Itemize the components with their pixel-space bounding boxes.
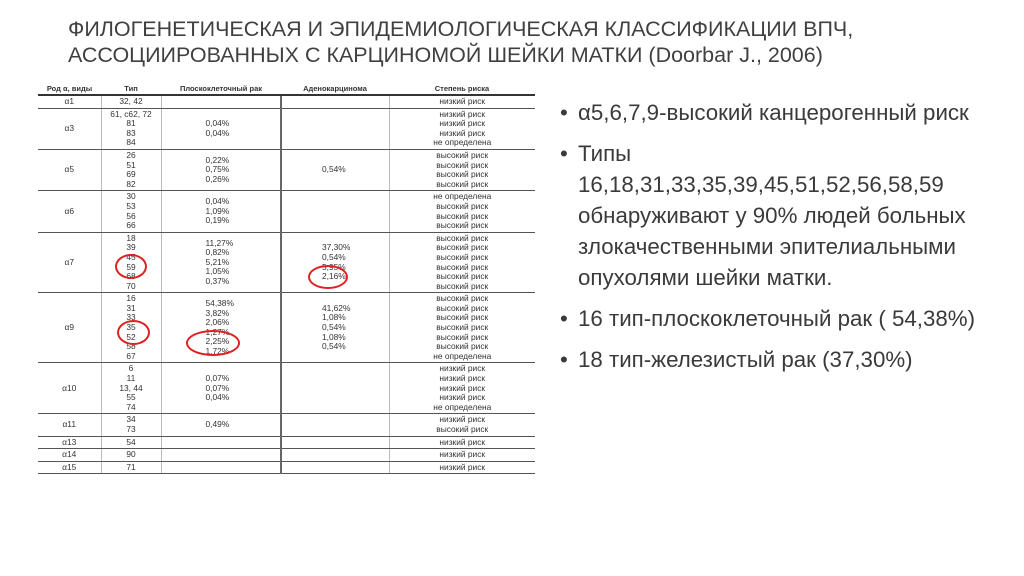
cell-value: высокий риск <box>436 341 489 352</box>
cell-value: 34 <box>126 414 136 425</box>
cell-value: 32, 42 <box>119 96 143 106</box>
cell-value: 45 <box>126 251 136 262</box>
table-row <box>38 414 535 436</box>
cell-value: 5,21% <box>205 256 230 267</box>
cell-adeno <box>281 108 389 149</box>
cell-value: не определена <box>433 350 492 361</box>
cell-risk <box>389 449 535 462</box>
cell-genus: α14 <box>38 449 101 462</box>
cell-value: 0,19% <box>205 215 230 226</box>
cell-value: 90 <box>126 449 136 460</box>
cell-value: 0,26% <box>205 173 230 184</box>
cell-genus: α13 <box>38 436 101 449</box>
cell-squamous <box>161 461 281 474</box>
cell-value: высокий риск <box>436 169 489 180</box>
cell-value: высокий риск <box>436 220 489 231</box>
cell-genus: α9 <box>38 293 101 363</box>
cell-value: 83 <box>126 127 136 138</box>
bullet-dot-icon: • <box>560 141 568 166</box>
cell-value: 54,38% <box>205 298 234 309</box>
cell-value: низкий риск <box>439 449 486 460</box>
cell-adeno <box>281 191 389 232</box>
cell-risk <box>389 191 535 232</box>
cell-genus: α5 <box>38 149 101 190</box>
cell-adeno <box>281 449 389 462</box>
highlight-circle-type-18 <box>115 254 147 279</box>
cell-types <box>101 461 161 474</box>
cell-value: 5,95% <box>322 261 346 272</box>
cell-value: 2,06% <box>205 317 230 328</box>
highlight-circle-adeno-37 <box>308 265 348 289</box>
cell-value: 74 <box>126 401 136 412</box>
cell-risk <box>389 293 535 363</box>
cell-types <box>101 436 161 449</box>
cell-value: 0,54% <box>322 164 346 175</box>
cell-genus: α10 <box>38 363 101 414</box>
cell-risk <box>389 461 535 474</box>
bullet-item <box>560 97 990 128</box>
cell-adeno <box>281 461 389 474</box>
bullet-item <box>560 303 990 334</box>
cell-value: высокий риск <box>436 322 489 333</box>
bullet-text: α5,6,7,9-высокий канцерогенный риск <box>578 100 969 125</box>
cell-value: высокий риск <box>436 331 489 342</box>
cell-value: 61, c62, 72 <box>110 108 152 119</box>
cell-value: 0,07% <box>205 382 230 393</box>
cell-value: низкий риск <box>439 127 486 138</box>
cell-value: 0,04% <box>205 392 230 403</box>
table-row <box>38 436 535 449</box>
cell-value: низкий риск <box>439 363 486 374</box>
table-row <box>38 449 535 462</box>
cell-value: 0,37% <box>205 275 230 286</box>
cell-value: 3,82% <box>205 307 230 318</box>
bullet-dot-icon: • <box>560 100 568 125</box>
cell-risk <box>389 363 535 414</box>
bullet-text: 18 тип-железистый рак (37,30%) <box>578 347 913 372</box>
table-row <box>38 95 535 108</box>
cell-value: не определена <box>433 401 492 412</box>
cell-value: 67 <box>126 350 136 361</box>
cell-value: высокий риск <box>436 271 489 282</box>
cell-adeno <box>281 149 389 190</box>
cell-adeno <box>281 436 389 449</box>
cell-value: 11,27% <box>205 237 234 248</box>
cell-value: высокий риск <box>436 251 489 262</box>
cell-value: низкий риск <box>439 436 486 447</box>
summary-bullets <box>560 97 990 385</box>
cell-value: высокий риск <box>436 424 489 434</box>
cell-value: 2,25% <box>205 336 230 347</box>
table-row <box>38 149 535 190</box>
cell-squamous <box>161 414 281 436</box>
cell-value: высокий риск <box>436 242 489 253</box>
cell-squamous <box>161 436 281 449</box>
cell-value: высокий риск <box>436 210 489 221</box>
cell-value: высокий риск <box>436 261 489 272</box>
cell-risk <box>389 436 535 449</box>
bullet-item <box>560 344 990 375</box>
cell-value: 81 <box>126 118 136 129</box>
table-row <box>38 108 535 149</box>
cell-risk <box>389 108 535 149</box>
highlight-circle-type-16 <box>117 320 150 345</box>
cell-value: 73 <box>126 424 136 434</box>
cell-value: высокий риск <box>436 159 489 170</box>
cell-types <box>101 414 161 436</box>
cell-value: 1,08% <box>322 331 346 342</box>
header-type: Тип <box>101 82 161 95</box>
cell-value: 55 <box>126 392 136 403</box>
cell-value: 66 <box>126 220 136 231</box>
cell-genus: α1 <box>38 95 101 108</box>
cell-value: высокий риск <box>436 293 489 304</box>
cell-value: 0,07% <box>205 373 230 384</box>
cell-genus: α7 <box>38 232 101 293</box>
cell-squamous <box>161 108 281 149</box>
header-squamous: Плоскоклеточный рак <box>161 82 281 95</box>
cell-value: низкий риск <box>439 108 486 119</box>
cell-value: высокий риск <box>436 200 489 211</box>
cell-genus: α6 <box>38 191 101 232</box>
cell-value: низкий риск <box>439 414 486 425</box>
table-row <box>38 363 535 414</box>
cell-value: высокий риск <box>436 280 489 291</box>
cell-value: 11 <box>126 373 136 384</box>
cell-value: высокий риск <box>436 232 489 243</box>
cell-value: низкий риск <box>439 96 486 106</box>
cell-value: 26 <box>126 149 136 160</box>
cell-value: 41,62% <box>322 302 351 313</box>
cell-value: не определена <box>433 191 492 202</box>
cell-value: 51 <box>126 159 136 170</box>
cell-value: 71 <box>126 461 136 472</box>
cell-value: 1,72% <box>205 346 230 357</box>
table-row <box>38 191 535 232</box>
cell-value: 0,04% <box>205 127 230 138</box>
cell-value: 1,05% <box>205 266 230 277</box>
cell-genus: α15 <box>38 461 101 474</box>
bullet-dot-icon: • <box>560 347 568 372</box>
cell-value: 18 <box>126 232 136 243</box>
cell-squamous <box>161 232 281 293</box>
cell-value: 82 <box>126 178 136 189</box>
cell-value: 58 <box>126 341 136 352</box>
table-row <box>38 232 535 293</box>
cell-value: 1,27% <box>205 326 230 337</box>
cell-value: 0,22% <box>205 154 230 165</box>
cell-value: 30 <box>126 191 136 202</box>
cell-value: 37,30% <box>322 242 351 253</box>
cell-value: 35 <box>126 322 136 333</box>
cell-value: низкий риск <box>439 461 486 472</box>
cell-value: 56 <box>126 210 136 221</box>
cell-risk <box>389 414 535 436</box>
highlight-circle-squamous-54 <box>186 330 240 356</box>
cell-value: низкий риск <box>439 382 486 393</box>
cell-value: высокий риск <box>436 312 489 323</box>
table-header-row <box>38 82 535 95</box>
slide-title-line-2: АССОЦИИРОВАННЫХ С КАРЦИНОМОЙ ШЕЙКИ МАТКИ (Doorbar J., 2006) <box>68 43 823 67</box>
header-adeno: Аденокарцинома <box>281 82 389 95</box>
cell-value: 33 <box>126 312 136 323</box>
cell-value: 68 <box>126 271 136 282</box>
cell-value: 0,54% <box>322 251 346 262</box>
cell-value: 84 <box>126 137 136 148</box>
cell-value: 52 <box>126 331 136 342</box>
cell-genus: α11 <box>38 414 101 436</box>
table-row <box>38 461 535 474</box>
cell-value: 0,75% <box>205 164 230 175</box>
table-row <box>38 293 535 363</box>
cell-types <box>101 95 161 108</box>
cell-value: 16 <box>126 293 136 304</box>
bullet-text: Типы 16,18,31,33,35,39,45,51,52,56,58,59 обнаруживают у 90% людей больных злокачественными эпителиальными опухолями шейки матки. <box>578 141 966 290</box>
cell-value: 0,04% <box>205 196 230 207</box>
cell-value: низкий риск <box>439 118 486 129</box>
hpv-classification-table <box>38 82 535 474</box>
cell-squamous <box>161 149 281 190</box>
cell-adeno <box>281 293 389 363</box>
cell-risk <box>389 232 535 293</box>
cell-value: 0,49% <box>205 419 230 430</box>
cell-value: 0,04% <box>205 118 230 129</box>
header-risk: Степень риска <box>389 82 535 95</box>
cell-adeno <box>281 95 389 108</box>
header-genus: Род α, виды <box>38 82 101 95</box>
cell-types <box>101 191 161 232</box>
cell-value: 1,08% <box>322 312 346 323</box>
cell-value: высокий риск <box>436 149 489 160</box>
cell-adeno <box>281 414 389 436</box>
cell-value: 0,82% <box>205 247 230 258</box>
cell-value: 59 <box>126 261 136 272</box>
cell-value: не определена <box>433 137 492 148</box>
cell-value: 70 <box>126 280 136 291</box>
cell-types <box>101 449 161 462</box>
cell-adeno <box>281 363 389 414</box>
cell-squamous <box>161 191 281 232</box>
cell-value: 69 <box>126 169 136 180</box>
cell-squamous <box>161 363 281 414</box>
cell-types <box>101 363 161 414</box>
cell-value: 53 <box>126 200 136 211</box>
cell-squamous <box>161 95 281 108</box>
cell-value: высокий риск <box>436 302 489 313</box>
cell-value: 39 <box>126 242 136 253</box>
cell-value: 13, 44 <box>119 382 143 393</box>
cell-genus: α3 <box>38 108 101 149</box>
cell-value: 54 <box>126 436 136 447</box>
cell-types <box>101 149 161 190</box>
cell-value: 1,09% <box>205 205 230 216</box>
cell-value: низкий риск <box>439 392 486 403</box>
slide-title <box>68 16 948 68</box>
slide-title-line-1: ФИЛОГЕНЕТИЧЕСКАЯ И ЭПИДЕМИОЛОГИЧЕСКАЯ КЛАССИФИКАЦИИ ВПЧ, <box>68 17 854 41</box>
bullet-item <box>560 138 990 293</box>
cell-types <box>101 108 161 149</box>
bullet-dot-icon: • <box>560 306 568 331</box>
cell-squamous <box>161 449 281 462</box>
bullet-text: 16 тип-плоскоклеточный рак ( 54,38%) <box>578 306 976 331</box>
cell-value: 0,54% <box>322 322 346 333</box>
cell-value: низкий риск <box>439 373 486 384</box>
cell-value: 0,54% <box>322 341 346 352</box>
cell-risk <box>389 149 535 190</box>
cell-value: 31 <box>126 302 136 313</box>
cell-risk <box>389 95 535 108</box>
cell-value: 6 <box>128 363 134 374</box>
cell-value: высокий риск <box>436 178 489 189</box>
cell-value: 2,16% <box>322 271 346 282</box>
